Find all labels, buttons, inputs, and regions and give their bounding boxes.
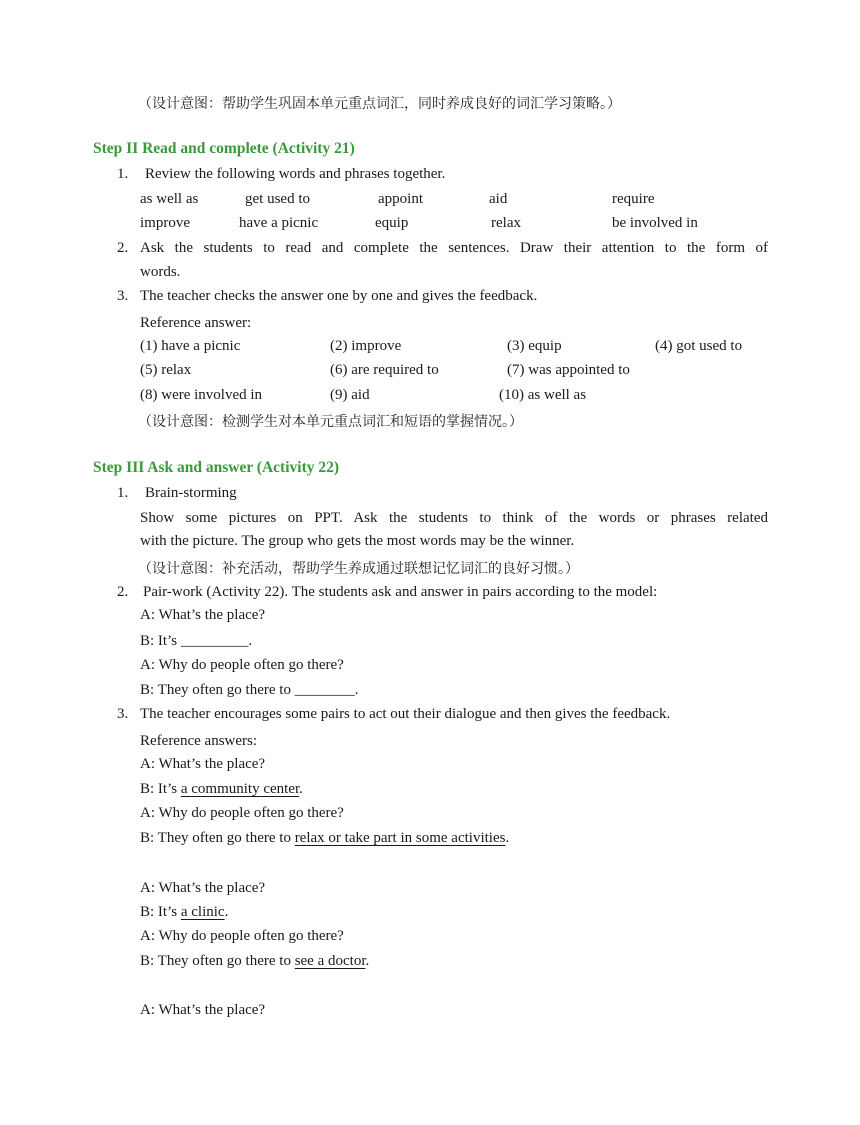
answer: (1) have a picnic: [140, 338, 241, 354]
list-item-text: The teacher checks the answer one by one and gives the feedback.: [140, 288, 538, 304]
answer: (8) were involved in: [140, 387, 263, 403]
answer: (7) was appointed to: [507, 362, 630, 378]
step2-heading: Step II Read and complete (Activity 21): [93, 140, 355, 157]
answer: (9) aid: [330, 387, 370, 403]
dialog-suffix: .: [248, 633, 253, 649]
dialog-suffix: .: [299, 781, 303, 797]
dialog-suffix: .: [354, 682, 359, 698]
reference-label: Reference answers:: [140, 733, 258, 749]
list-item-text: Pair-work (Activity 22). The students ask and answer in pairs according to the model:: [143, 584, 658, 600]
vocab-word: be involved in: [612, 215, 698, 231]
answer: (10) as well as: [499, 387, 587, 403]
dialog-line: A: Why do people often go there?: [140, 928, 344, 944]
design-intent-note: （设计意图：帮助学生巩固本单元重点词汇，同时养成良好的词汇学习策略。）: [138, 96, 621, 112]
answer: (2) improve: [330, 338, 402, 354]
dialog-suffix: .: [224, 904, 229, 920]
dialog-prefix: B: They often go there to: [140, 682, 295, 698]
dialog-prefix: B: It’s: [140, 781, 181, 797]
paragraph-line: Show some pictures on PPT. Ask the students to think of the words or phrases related: [140, 510, 768, 526]
dialog-line: A: What’s the place?: [140, 880, 266, 896]
vocab-word: improve: [140, 215, 190, 231]
answer: (4) got used to: [655, 338, 743, 354]
dialog-line: [140, 903, 228, 921]
dialog-prefix: B: They often go there to: [140, 830, 295, 846]
list-number: 3.: [117, 288, 129, 304]
design-intent-note: （设计意图：补充活动，帮助学生养成通过联想记忆词汇的良好习惯。）: [138, 561, 579, 577]
vocab-word: aid: [489, 191, 508, 207]
dialog-line: A: What’s the place?: [140, 1002, 266, 1018]
dialog-prefix: B: It’s: [140, 633, 181, 649]
vocab-word: get used to: [245, 191, 310, 207]
dialog-line: A: What’s the place?: [140, 607, 266, 623]
design-intent-note: （设计意图：检测学生对本单元重点词汇和短语的掌握情况。）: [138, 414, 523, 430]
vocab-word: relax: [491, 215, 521, 231]
dialog-line: A: Why do people often go there?: [140, 805, 344, 821]
underlined-answer: see a doctor: [294, 953, 366, 969]
list-item-text: Ask the students to read and complete the sentences. Draw their attention to the form of: [140, 240, 768, 256]
list-item-text: Review the following words and phrases together.: [145, 166, 446, 182]
answer: (3) equip: [507, 338, 562, 354]
list-item-text: The teacher encourages some pairs to act out their dialogue and then gives the feedback.: [140, 706, 671, 722]
list-number: 3.: [117, 706, 129, 722]
list-number: 2.: [117, 240, 129, 256]
fill-blank: ________: [294, 682, 355, 698]
dialog-suffix: .: [505, 830, 510, 846]
step3-heading: Step III Ask and answer (Activity 22): [93, 459, 340, 476]
list-number: 1.: [117, 485, 129, 501]
reference-label: Reference answer:: [140, 315, 252, 331]
paragraph-line: with the picture. The group who gets the most words may be the winner.: [140, 533, 575, 549]
fill-blank: _________: [180, 633, 249, 649]
dialog-line: A: What’s the place?: [140, 756, 266, 772]
list-number: 1.: [117, 166, 129, 182]
vocab-word: have a picnic: [239, 215, 319, 231]
dialog-suffix: .: [365, 953, 370, 969]
dialog-line: [140, 780, 303, 798]
underlined-answer: a community center: [180, 781, 300, 797]
vocab-word: as well as: [140, 191, 199, 207]
list-item-text: Brain-storming: [145, 485, 237, 501]
underlined-answer: a clinic: [180, 904, 225, 920]
dialog-line: [140, 952, 369, 970]
dialog-prefix: B: It’s: [140, 904, 181, 920]
answer: (5) relax: [140, 362, 192, 378]
dialog-line: [140, 632, 252, 650]
list-number: 2.: [117, 584, 129, 600]
dialog-prefix: B: They often go there to: [140, 953, 295, 969]
underlined-answer: relax or take part in some activities: [294, 830, 506, 846]
list-item-text-cont: words.: [140, 264, 181, 280]
dialog-line: A: Why do people often go there?: [140, 657, 344, 673]
dialog-line: [140, 681, 358, 699]
dialog-line: [140, 829, 509, 847]
vocab-word: require: [612, 191, 655, 207]
answer: (6) are required to: [330, 362, 439, 378]
vocab-word: appoint: [378, 191, 423, 207]
vocab-word: equip: [375, 215, 409, 231]
